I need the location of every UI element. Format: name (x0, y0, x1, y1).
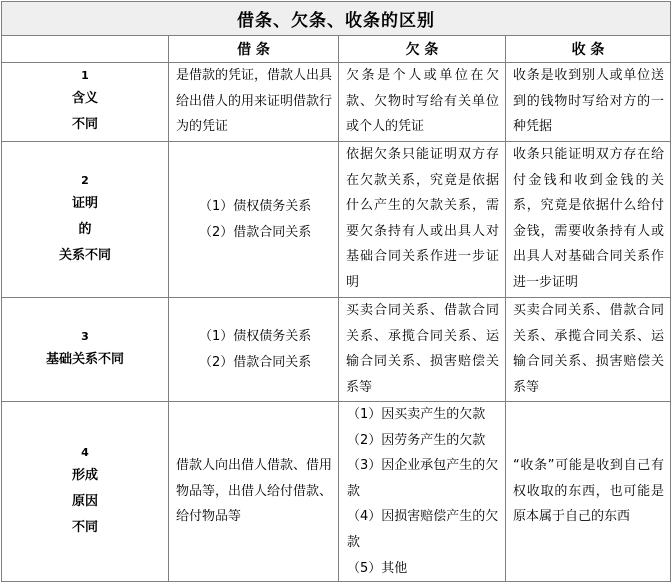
cell-qiantiao: 欠条是个人或单位在欠款、欠物时写给有关单位或个人的凭证 (339, 63, 506, 142)
cell-shoutiao: 买卖合同关系、借款合同关系、承揽合同关系、运输合同关系、损害赔偿关系等 (506, 298, 671, 402)
row-label-line: 原因 (71, 493, 98, 509)
header-empty (2, 36, 169, 63)
table-title: 借条、欠条、收条的区别 (2, 2, 671, 36)
header-shoutiao: 收 条 (506, 36, 671, 63)
header-jietiao: 借 条 (169, 36, 339, 63)
cell-qiantiao: 依据欠条只能证明双方存在欠款关系，究竟是依据什么产生的欠款关系，需要欠条持有人或出具人对基础合同关系作进一步证明 (339, 142, 506, 298)
row-label (2, 402, 169, 582)
row-label (2, 63, 169, 142)
cell-shoutiao: 收条只能证明双方存在给付金钱和收到金钱的关系，究竟是依据什么给付金钱，需要收条持有人或出具人对基础合同关系作进一步证明 (506, 142, 671, 298)
row-number: 2 (81, 173, 89, 187)
row-label-line: 不同 (71, 519, 98, 535)
cell-shoutiao: “收条”可能是收到自己有权收取的东西，也可能是原本属于自己的东西 (506, 402, 671, 582)
table-row (2, 63, 671, 142)
row-label-line: 证明 (71, 195, 98, 211)
list-item: （1）债权债务关系 (199, 328, 312, 344)
row-label-line: 不同 (71, 117, 98, 132)
row-label-line: 形成 (71, 467, 98, 483)
list-item: （2）借款合同关系 (199, 224, 312, 240)
comparison-table (1, 1, 671, 582)
list-item: （1）因买卖产生的欠款 (347, 407, 486, 422)
row-label-line: 关系不同 (58, 247, 111, 263)
row-label (2, 298, 169, 402)
list-item: （3）因企业承包产生的欠款 (347, 458, 499, 499)
cell-jietiao (169, 298, 339, 402)
list-item: （1）债权债务关系 (199, 198, 312, 214)
list-item: （5）其他 (347, 560, 408, 576)
list-item: （4）因损害赔偿产生的欠款 (347, 509, 499, 550)
row-label-line: 基础关系不同 (45, 351, 124, 367)
row-label (2, 142, 169, 298)
list-item: （2）借款合同关系 (199, 354, 312, 370)
cell-jietiao: 是借款的凭证，借款人出具给出借人的用来证明借款行为的凭证 (169, 63, 339, 142)
row-label-line: 的 (78, 221, 92, 237)
cell-jietiao (169, 142, 339, 298)
table-row (2, 298, 671, 402)
header-qiantiao: 欠 条 (339, 36, 506, 63)
cell-qiantiao (339, 402, 506, 582)
table-row (2, 402, 671, 582)
table-row (2, 142, 671, 298)
row-label-line: 含义 (71, 91, 98, 106)
cell-shoutiao: 收条是收到别人或单位送到的钱物时写给对方的一种凭据 (506, 63, 671, 142)
cell-jietiao: 借款人向出借人借款、借用物品等，出借人给付借款、给付物品等 (169, 402, 339, 582)
list-item: （2）因劳务产生的欠款 (347, 432, 486, 448)
row-number: 1 (81, 69, 89, 82)
row-number: 4 (81, 445, 89, 459)
cell-qiantiao: 买卖合同关系、借款合同关系、承揽合同关系、运输合同关系、损害赔偿关系等 (339, 298, 506, 402)
row-number: 3 (81, 329, 89, 343)
